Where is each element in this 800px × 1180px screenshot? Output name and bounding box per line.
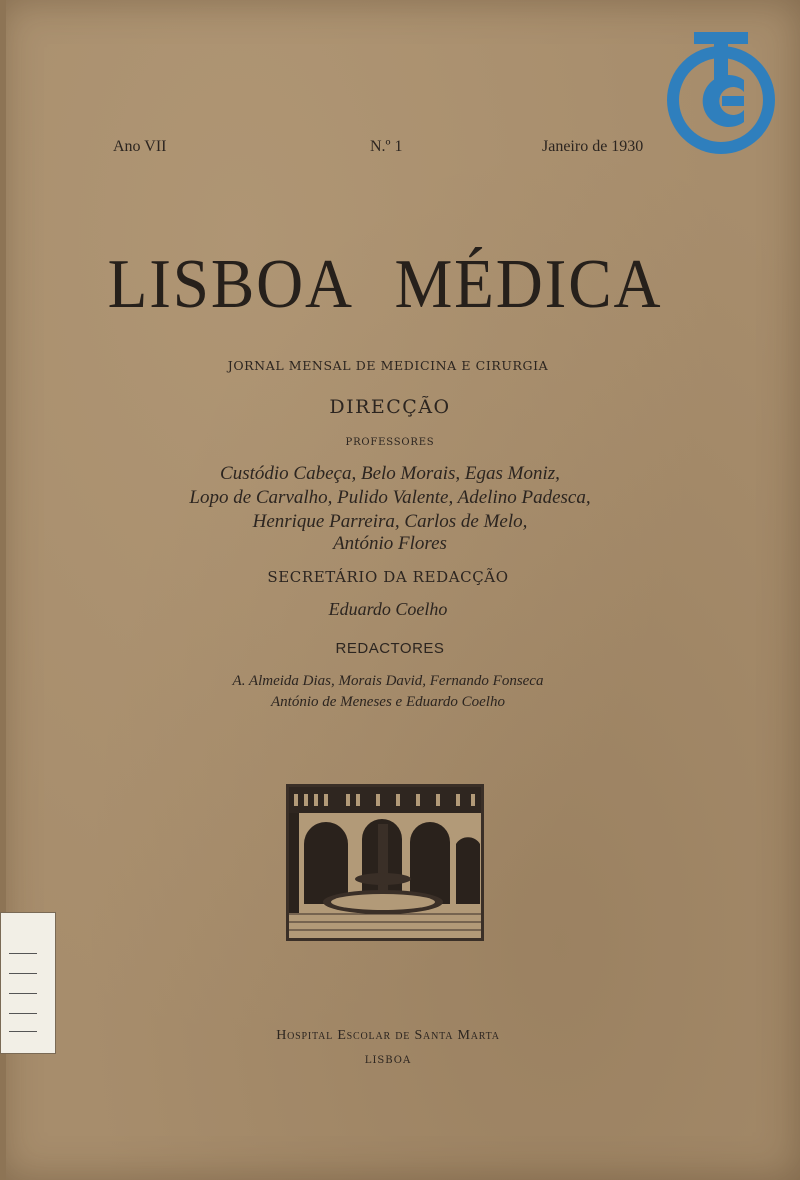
redactores-names-line: António de Meneses e Eduardo Coelho (271, 694, 505, 710)
library-shelf-label (0, 912, 56, 1054)
direccao-names-line: António Flores (333, 533, 447, 554)
direccao-heading: DIRECÇÃO (329, 396, 451, 418)
redactores-heading: REDACTORES (335, 640, 445, 657)
cloister-fountain-woodcut (286, 784, 484, 941)
library-stamp-icon (664, 30, 778, 154)
secretario-heading: SECRETÁRIO DA REDACÇÃO (267, 568, 509, 586)
publisher-city: LISBOA (364, 1055, 412, 1066)
direccao-names-line: Henrique Parreira, Carlos de Melo, (252, 511, 528, 532)
volume-year: Ano VII (113, 138, 167, 155)
journal-subtitle: JORNAL MENSAL DE MEDICINA E CIRURGIA (227, 358, 549, 373)
issue-date: Janeiro de 1930 (542, 138, 644, 155)
publisher-hospital: Hospital Escolar de Santa Marta (276, 1028, 500, 1043)
direccao-names-line: Lopo de Carvalho, Pulido Valente, Adelino Padesca, (189, 487, 591, 508)
issue-number: N.º 1 (370, 138, 403, 155)
journal-title: LISBOA MÉDICA (107, 246, 663, 323)
redactores-names-line: A. Almeida Dias, Morais David, Fernando Fonseca (232, 673, 544, 689)
secretario-name: Eduardo Coelho (328, 599, 448, 619)
professores-label: PROFESSORES (345, 437, 435, 448)
direccao-names-line: Custódio Cabeça, Belo Morais, Egas Moniz, (220, 463, 560, 484)
